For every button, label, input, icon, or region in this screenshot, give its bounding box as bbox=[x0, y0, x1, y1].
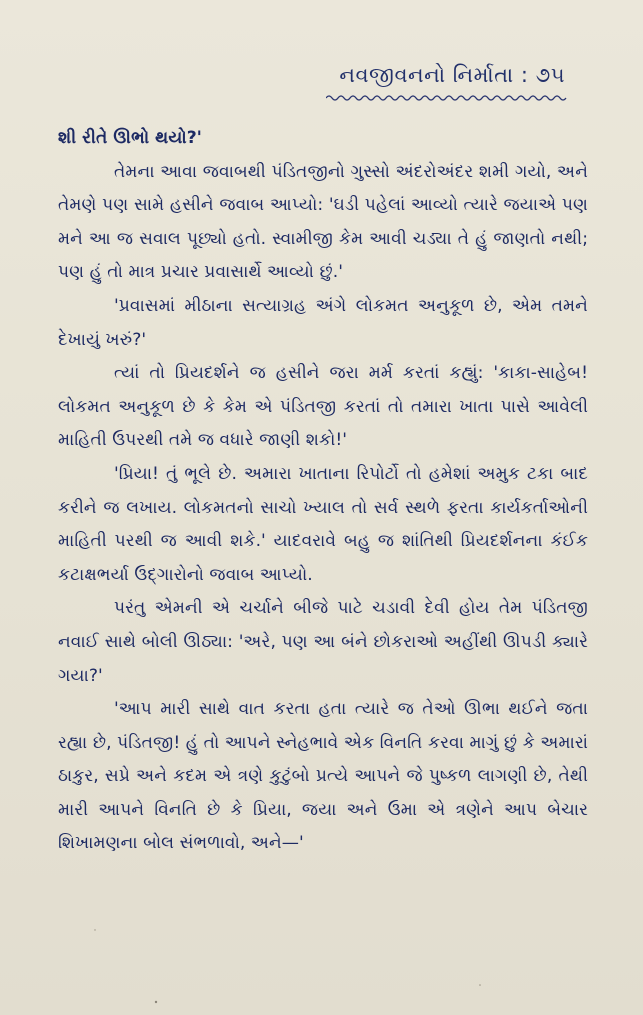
paragraph-3: 'પ્રવાસમાં મીઠાના સત્યાગ્રહ અંગે લોકમત અનુકૂળ છે, એમ તમને દેખાયું ખરું?' bbox=[58, 295, 588, 350]
paragraph-6: પરંતુ એમની એ ચર્ચાને બીજે પાટે ચડાવી દેવી હોય તેમ પંડિતજી નવાઈ સાથે બોલી ઊઠ્યા: 'અરે, પણ આ બંને છોકરાઓ અહીંથી ઊપડી ક્યારે ગયા?' bbox=[58, 598, 588, 686]
running-header: નવજીવનનો નિર્માતા : ૭૫ bbox=[339, 63, 565, 87]
paragraph-5: 'પ્રિયા! તું ભૂલે છે. અમારા ખાતાના રિપોર્ટો તો હમેશાં અમુક ટકા બાદ કરીને જ લખાય. લોકમતનો સાચો ખ્યાલ તો સર્વ સ્થળે ફરતા કાર્યકર્તાઓની માહિતી પરથી જ આવી શકે.' યાદવરાવે બહુ જ શાંતિથી પ્રિયદર્શનના કંઈક કટાક્ષભર્યા ઉદ્ગારોનો જવાબ આપ્યો. bbox=[58, 463, 588, 585]
paragraph-7: 'આપ મારી સાથે વાત કરતા હતા ત્યારે જ તેઓ ઊભા થઈને જતા રહ્યા છે, પંડિતજી! હું તો આપને સ્નેહભાવે એક વિનતિ કરવા માગું છું કે અમારાં ઠાકુર, સપ્રે અને કદમ એ ત્રણે કુટુંબો પ્રત્યે આપને જે પુષ્કળ લાગણી છે, તેથી મારી આપને વિનતિ છે કે પ્રિયા, જયા અને ઉમા એ ત્રણેને આપ બેચાર શિખામણના બોલ સંભળાવો, અને—' bbox=[58, 699, 588, 854]
paragraph-1: શી રીતે ઊભો થયો?' bbox=[58, 128, 202, 148]
paragraph-4: ત્યાં તો પ્રિયદર્શને જ હસીને જરા મર્મ કરતાં કહ્યું: 'કાકા-સાહેબ! લોકમત અનુકૂળ છે કે કેમ એ પંડિતજી કરતાં તો તમારા ખાતા પાસે આવેલી માહિતી ઉપરથી તમે જ વધારે જાણી શકો!' bbox=[58, 363, 588, 451]
page-body bbox=[58, 122, 588, 861]
paragraph-2: તેમના આવા જવાબથી પંડિતજીનો ગુસ્સો અંદરોઅંદર શમી ગયો, અને તેમણે પણ સામે હસીને જવાબ આપ્યો: 'ઘડી પહેલાં આવ્યો ત્યારે જયાએ પણ મને આ જ સવાલ પૂછ્યો હતો. સ્વામીજી કેમ આવી ચડ્યા તે હું જાણતો નથી; પણ હું તો માત્ર પ્રચાર પ્રવાસાર્થે આવ્યો છું.' bbox=[58, 161, 588, 283]
header-wavy-rule bbox=[326, 94, 568, 102]
